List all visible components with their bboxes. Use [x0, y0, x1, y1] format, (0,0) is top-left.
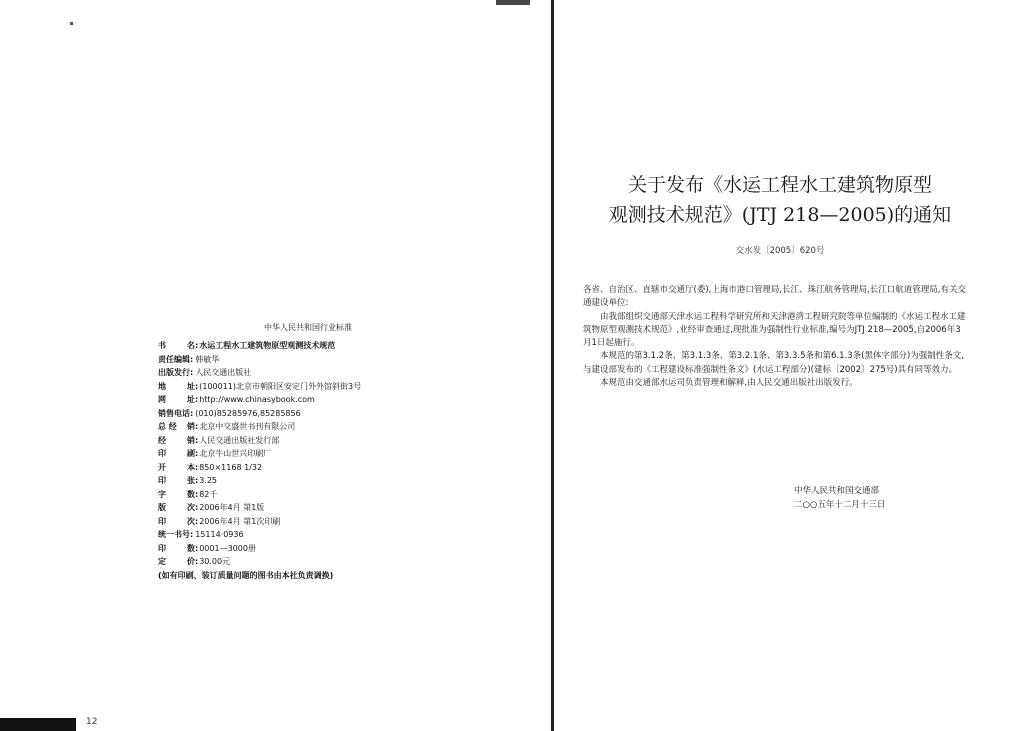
- imprint-label: 经: [158, 435, 166, 445]
- imprint-separator: 本:: [187, 462, 199, 472]
- imprint-separator: 数:: [187, 489, 199, 499]
- imprint-separator: 销:: [187, 435, 199, 445]
- imprint-row: [158, 407, 538, 421]
- imprint-separator: 址:: [187, 395, 199, 404]
- imprint-value: 北京牛山世兴印刷厂: [199, 449, 272, 458]
- imprint-value: 15114·0936: [195, 530, 244, 539]
- imprint-row: [158, 353, 538, 367]
- imprint-value: http://www.chinasybook.com: [199, 395, 315, 404]
- imprint-label: 开: [158, 462, 166, 472]
- imprint-label: 统一书号:: [158, 530, 194, 539]
- imprint-row: [158, 501, 538, 515]
- imprint-value: 韩敏华: [195, 354, 220, 364]
- imprint-row: [158, 488, 538, 502]
- imprint-value: 30.00元: [199, 557, 231, 566]
- notice-paragraph-2: 本规范的第3.1.2条、第3.1.3条、第3.2.1条、第3.3.5条和第6.1.3条(黑体字部分)为强制性条文,与建设部发布的《工程建设标准强制性条文》(水运工程部分)(建标〔2002〕275号)具有同等效力。: [583, 351, 964, 375]
- imprint-separator: 址:: [187, 381, 199, 391]
- salutation: 各省、自治区、直辖市交通厅(委),上海市港口管理局,长江、珠江航务管理局,长江口航道管理局,有关交通建设单位:: [583, 285, 966, 309]
- imprint-label: 字: [158, 489, 166, 499]
- copyright-imprint: [158, 322, 538, 582]
- imprint-rows: [158, 339, 538, 569]
- scan-corner-block: [0, 718, 76, 731]
- imprint-value: (010)85285976,85285856: [195, 408, 301, 418]
- imprint-separator: 价:: [187, 557, 199, 566]
- imprint-row: [158, 339, 538, 353]
- imprint-value: 2006年4月 第1次印刷: [199, 516, 281, 526]
- imprint-separator: 销:: [187, 422, 199, 431]
- imprint-row: [158, 474, 538, 488]
- imprint-label: 销售电话:: [158, 408, 194, 418]
- imprint-label: 地: [158, 381, 166, 391]
- imprint-separator: 刷:: [187, 449, 199, 458]
- imprint-row: [158, 420, 538, 434]
- imprint-separator: 张:: [187, 476, 199, 485]
- top-edge-mark: [496, 0, 530, 5]
- imprint-value: (100011)北京市朝阳区安定门外外馆斜街3号: [199, 381, 362, 391]
- imprint-value: 850×1168 1/32: [199, 462, 263, 472]
- imprint-label: 书: [158, 341, 166, 350]
- imprint-label: 印: [158, 449, 166, 458]
- imprint-row: [158, 434, 538, 448]
- imprint-label: 版: [158, 503, 166, 512]
- imprint-row: [158, 555, 538, 569]
- notice-title: [600, 170, 960, 230]
- imprint-row: [158, 447, 538, 461]
- imprint-row: [158, 393, 538, 407]
- imprint-value: 0001—3000册: [199, 543, 256, 553]
- imprint-label: 印: [158, 476, 166, 485]
- imprint-separator: 次:: [187, 516, 199, 526]
- imprint-value: 2006年4月 第1版: [199, 503, 265, 512]
- imprint-separator: 数:: [187, 543, 199, 553]
- page-number: 12: [86, 717, 98, 727]
- notice-paragraph-3: 本规范由交通部水运司负责管理和解释,由人民交通出版社出版发行。: [600, 378, 858, 389]
- imprint-value: 水运工程水工建筑物原型观测技术规范: [199, 341, 336, 350]
- imprint-label: 印: [158, 516, 166, 526]
- signature-org: 中华人民共和国交通部: [794, 486, 880, 496]
- notice-body: [583, 284, 967, 390]
- imprint-value: 人民交通出版社: [195, 368, 252, 377]
- imprint-label: 总 经: [158, 422, 177, 431]
- imprint-value: 北京中交盛世书刊有限公司: [199, 422, 296, 431]
- imprint-separator: 名:: [187, 341, 199, 350]
- imprint-value: 人民交通出版社发行部: [199, 435, 280, 445]
- imprint-label: 印: [158, 543, 166, 553]
- signature-date: 二○○五年十二月十三日: [794, 500, 886, 510]
- imprint-note: (如有印刷、装订质量问题的图书由本社负责调换): [158, 570, 334, 580]
- imprint-label: 责任编辑:: [158, 354, 194, 364]
- imprint-label: 出版发行:: [158, 368, 194, 377]
- imprint-row: [158, 380, 538, 394]
- imprint-separator: 次:: [187, 503, 199, 512]
- imprint-value: 3.25: [199, 476, 218, 485]
- imprint-row: [158, 542, 538, 556]
- imprint-row: [158, 528, 538, 542]
- notice-title-line1: 关于发布《水运工程水工建筑物原型: [627, 174, 932, 196]
- notice-paragraph-1: 由我部组织交通部天津水运工程科学研究所和天津港湾工程研究院等单位编制的《水运工程水工建筑物原型观测技术规范》,业经审查通过,现批准为强制性行业标准,编号为JTJ 218—2005,自2006年3月1日起施行。: [583, 311, 966, 349]
- page-gutter: [551, 0, 554, 731]
- imprint-heading: 中华人民共和国行业标准: [264, 323, 352, 332]
- notice-title-line2: 观测技术规范》(JTJ 218—2005)的通知: [608, 204, 952, 226]
- scan-speck: [70, 22, 73, 25]
- imprint-label: 定: [158, 557, 166, 566]
- imprint-row: [158, 366, 538, 380]
- document-number: 交水发〔2005〕620号: [735, 246, 825, 256]
- signature-block: [794, 484, 885, 512]
- imprint-row: [158, 461, 538, 475]
- imprint-row: [158, 515, 538, 529]
- imprint-value: 82千: [199, 489, 218, 499]
- imprint-label: 网: [158, 395, 166, 404]
